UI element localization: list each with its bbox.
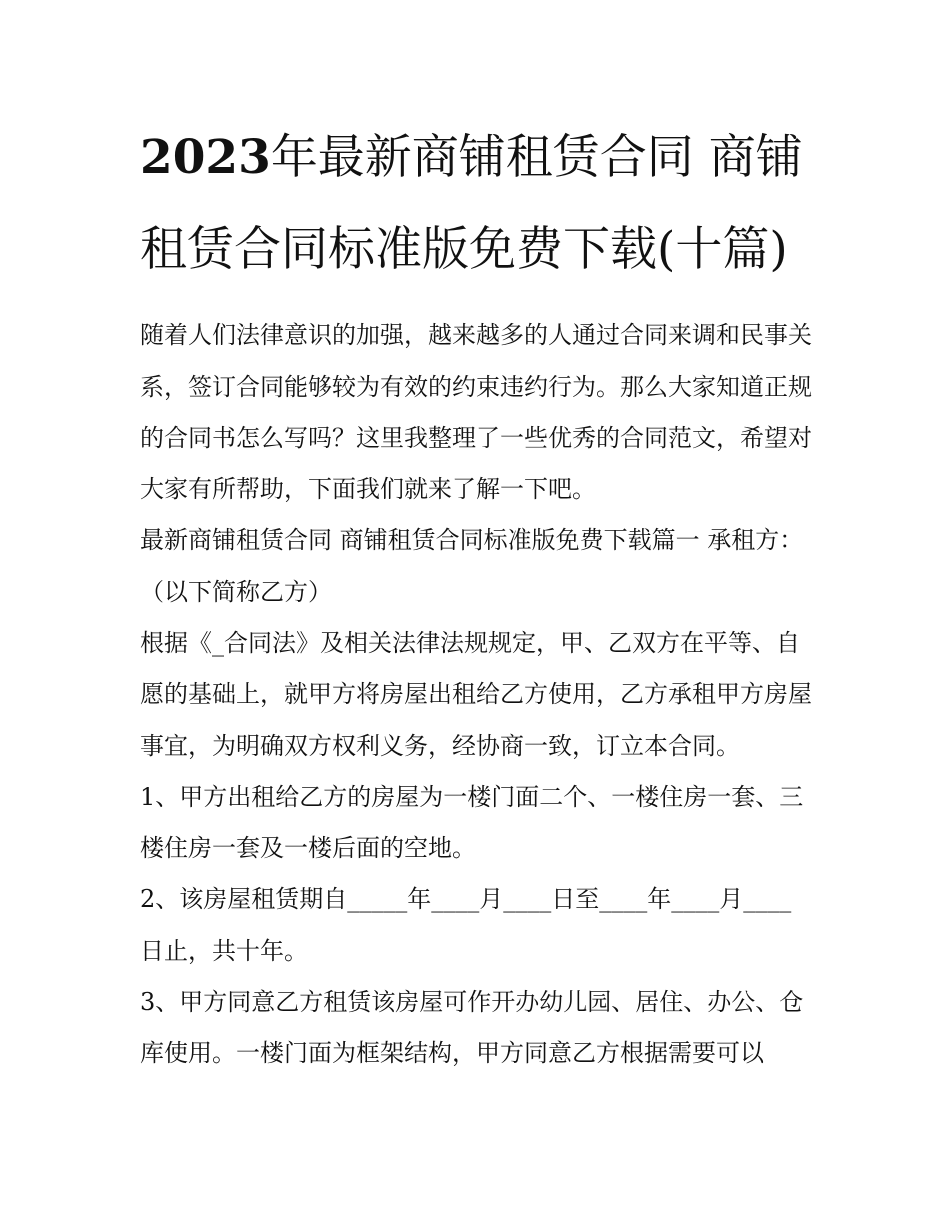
intro-paragraph: 随着人们法律意识的加强，越来越多的人通过合同来调和民事关系，签订合同能够较为有效的约束违约行为。那么大家知道正规的合同书怎么写吗？这里我整理了一些优秀的合同范文，希望对大家有所帮助，下面我们就来了解一下吧。 xyxy=(140,321,812,504)
title-year: 2023 xyxy=(140,130,271,185)
clause-2-paragraph: 2、该房屋租赁期自_____年____月____日至____年____月____日止，共十年。 xyxy=(140,885,792,965)
clause-3-paragraph: 3、甲方同意乙方租赁该房屋可作开办幼儿园、居住、办公、仓库使用。一楼门面为框架结构，甲方同意乙方根据需要可以 xyxy=(140,988,804,1068)
document-title xyxy=(140,112,815,296)
clause-1-paragraph: 1、甲方出租给乙方的房屋为一楼门面二个、一楼住房一套、三楼住房一套及一楼后面的空地。 xyxy=(140,782,804,863)
legal-basis-paragraph: 根据《_合同法》及相关法律法规规定，甲、乙双方在平等、自愿的基础上，就甲方将房屋出租给乙方使用，乙方承租甲方房屋事宜，为明确双方权利义务，经协商一致，订立本合同。 xyxy=(140,629,812,760)
document-body xyxy=(140,112,815,1080)
title-text: 年最新商铺租赁合同 商铺租赁合同标准版免费下载(十篇) xyxy=(140,130,803,278)
section-heading-paragraph: 最新商铺租赁合同 商铺租赁合同标准版免费下载篇一 承租方：（以下简称乙方） xyxy=(140,526,804,606)
